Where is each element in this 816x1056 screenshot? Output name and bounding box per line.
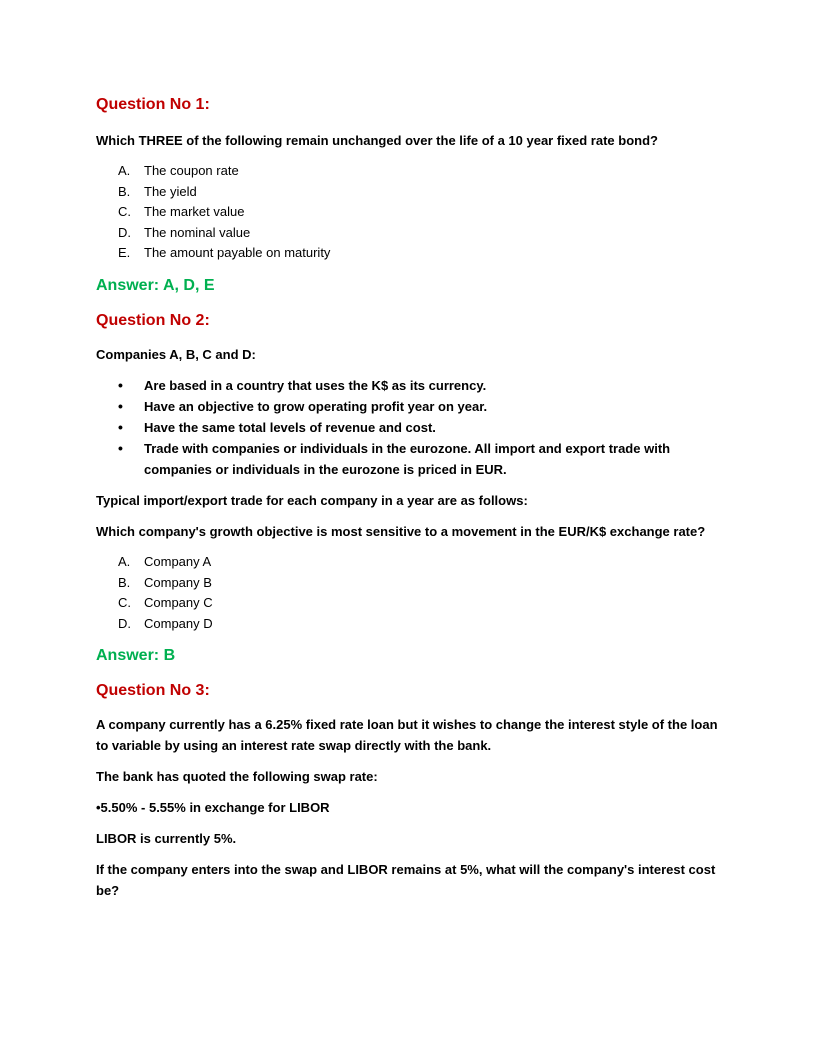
bullet-text: Have the same total levels of revenue and cost. <box>144 419 436 435</box>
option-letter: D. <box>118 615 131 631</box>
option-text: The amount payable on maturity <box>144 245 331 261</box>
option-text: Company C <box>144 595 213 611</box>
question-1-options <box>96 161 724 264</box>
bullet-icon: • <box>118 376 123 393</box>
question-2-paragraph: Typical import/export trade for each company in a year are as follows: <box>96 492 528 508</box>
option-text: The yield <box>144 183 197 199</box>
question-1-stem: Which THREE of the following remain unchanged over the life of a 10 year fixed rate bond? <box>96 133 658 148</box>
option-text: The nominal value <box>144 224 251 240</box>
option-letter: A. <box>118 163 131 178</box>
question-2-options <box>96 552 724 634</box>
option-item <box>118 573 724 594</box>
option-letter: C. <box>118 595 131 611</box>
option-item <box>118 223 724 244</box>
question-2-heading: Question No 2: <box>96 311 210 329</box>
option-letter: E. <box>118 245 131 261</box>
option-letter: A. <box>118 553 131 569</box>
option-letter: B. <box>118 574 131 590</box>
bullet-icon: • <box>118 397 123 414</box>
question-1-answer: Answer: A, D, E <box>96 276 215 294</box>
question-3-paragraph-1: A company currently has a 6.25% fixed rate loan but it wishes to change the interest style of the loan to variable by using an interest rate swap directly with the bank. <box>96 717 718 754</box>
option-item <box>118 161 724 182</box>
question-3-paragraph-4: LIBOR is currently 5%. <box>96 831 237 847</box>
document-page <box>96 95 724 901</box>
option-item <box>118 552 724 573</box>
question-3-paragraph-5: If the company enters into the swap and LIBOR remains at 5%, what will the company's interest cost be? <box>96 862 716 899</box>
bullet-item <box>118 375 724 396</box>
bullet-item <box>118 396 724 417</box>
bullet-text: Are based in a country that uses the K$ as its currency. <box>144 377 487 393</box>
question-2-bullets <box>96 375 724 480</box>
option-item <box>118 593 724 614</box>
option-text: Company A <box>144 553 212 569</box>
question-3-paragraph-2: The bank has quoted the following swap rate: <box>96 769 378 785</box>
question-2-stem: Which company's growth objective is most sensitive to a movement in the EUR/K$ exchange rate? <box>96 523 706 539</box>
option-item <box>118 614 724 635</box>
option-text: The coupon rate <box>144 163 239 178</box>
question-1-heading: Question No 1: <box>96 96 210 113</box>
option-item <box>118 202 724 223</box>
option-letter: C. <box>118 204 131 220</box>
option-text: Company D <box>144 615 213 631</box>
option-letter: D. <box>118 224 131 240</box>
bullet-icon: • <box>118 439 123 456</box>
question-2-intro: Companies A, B, C and D: <box>96 346 256 362</box>
bullet-item <box>118 417 724 438</box>
bullet-text: Trade with companies or individuals in the eurozone. All import and export trade with companies or individuals in the eurozone is priced in EUR. <box>144 440 671 477</box>
question-3-heading: Question No 3: <box>96 682 210 700</box>
option-text: The market value <box>144 204 245 220</box>
question-2-answer: Answer: B <box>96 647 176 665</box>
bullet-text: Have an objective to grow operating profit year on year. <box>144 398 488 414</box>
question-3-paragraph-3: •5.50% - 5.55% in exchange for LIBOR <box>96 800 330 816</box>
option-text: Company B <box>144 574 212 590</box>
bullet-item <box>118 438 724 480</box>
option-item <box>118 243 724 264</box>
option-item <box>118 182 724 203</box>
bullet-icon: • <box>118 418 123 435</box>
option-letter: B. <box>118 183 131 199</box>
